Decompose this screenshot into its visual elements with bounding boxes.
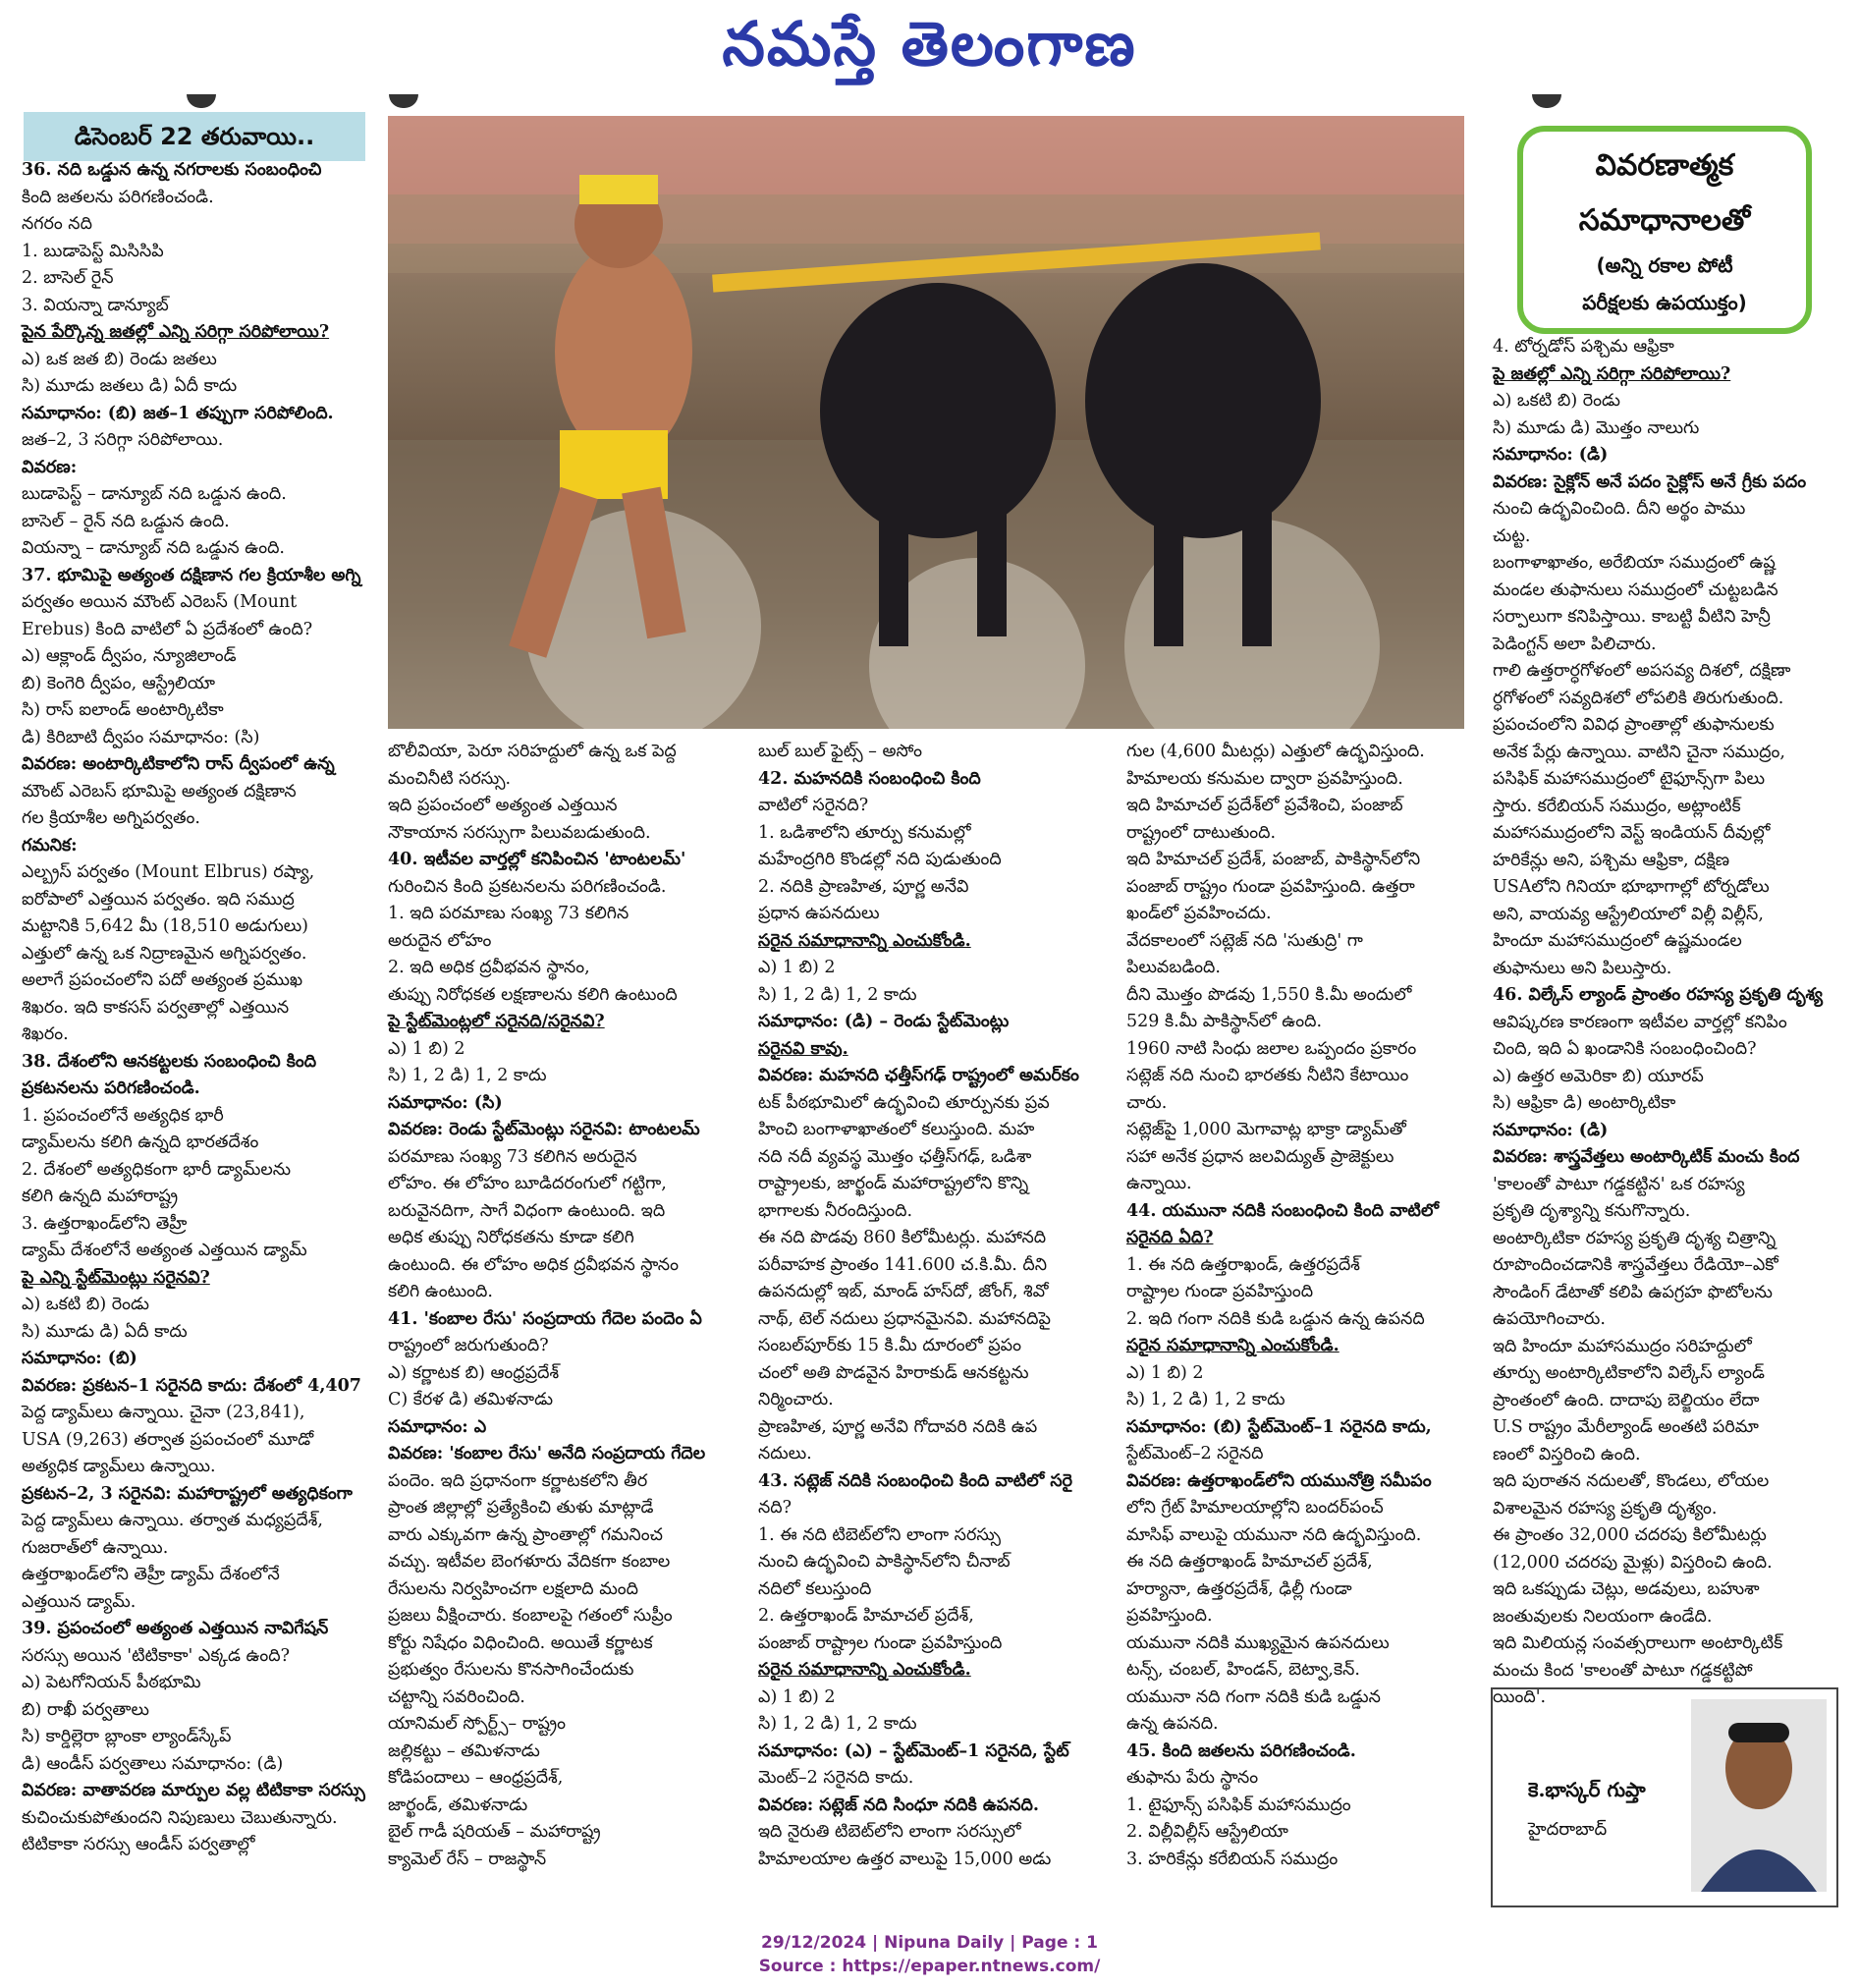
text-line: మాసిఫ్ వాలుపై యమునా నది ఉద్భవిస్తుంది.	[1126, 1524, 1422, 1545]
decor-tab	[1532, 94, 1561, 108]
text-line: చట్టాన్ని సవరించింది.	[388, 1686, 525, 1707]
column-5	[1493, 334, 1841, 1712]
text-line: వివరణ: ప్రకటన–1 సరైనది కాదు: దేశంలో 4,407	[22, 1375, 361, 1396]
text-line: 1. ఇది పరమాణు సంఖ్య 73 కలిగిన	[388, 904, 629, 923]
text-line: రాష్ట్రంలో జరుగుతుంది?	[388, 1336, 549, 1355]
text-line: పర్వతం అయిన మౌంట్ ఎరెబస్ (Mount	[22, 592, 298, 612]
text-line: ప్రాంతంలో ఉంది. దాదాపు బెల్జియం లేదా	[1493, 1390, 1760, 1410]
text-line: హరికేన్లు అని, పశ్చిమ ఆఫ్రికా, దక్షిణ	[1493, 850, 1730, 870]
text-line: జార్ఖండ్, తమిళనాడు	[388, 1795, 528, 1815]
text-line: హిమాలయ కనుమల ద్వారా ప్రవహిస్తుంది.	[1126, 768, 1403, 789]
text-line: భాగాలకు నీరందిస్తుంది.	[758, 1200, 913, 1221]
text-line: పై స్టేట్‌మెంట్లలో సరైనది/సరైనవి?	[388, 1012, 605, 1031]
text-line: సమాధానం: (డి) – రెండు స్టేట్‌మెంట్లు	[758, 1012, 1010, 1031]
text-line: రాష్ట్రాల గుండా ప్రవహిస్తుంది	[1126, 1282, 1314, 1301]
text-line: ఉన్నాయి.	[1126, 1174, 1192, 1193]
text-line: ఎ) 1 బి) 2	[758, 1686, 836, 1707]
text-line: నాథ్, టెల్ నదులు ప్రధానమైనవి. మహానదిపై	[758, 1308, 1051, 1329]
text-line: గాలి ఉత్తరార్ధగోళంలో అపసవ్య దిశలో, దక్షిణా	[1493, 661, 1791, 681]
text-line: పైన పేర్కొన్న జతల్లో ఎన్ని సరిగ్గా సరిపోలాయి?	[22, 322, 330, 342]
text-line: ఎ) ఉత్తర అమెరికా బి) యూరప్	[1493, 1066, 1704, 1086]
text-line: ఇది హిందూ మహాసముద్రం సరిహద్దులో	[1493, 1336, 1752, 1356]
text-line: సంబల్‌పూర్‌కు 15 కి.మీ దూరంలో ప్రపం	[758, 1336, 1021, 1355]
text-line: ఖండ్‌లో ప్రవహించదు.	[1126, 904, 1272, 923]
text-line: 529 కి.మీ పాకిస్థాన్‌లో ఉంది.	[1126, 1012, 1323, 1031]
text-line: సరైనవి కావు.	[758, 1038, 848, 1059]
text-line: ఎ) 1 బి) 2	[388, 1038, 465, 1059]
text-line: మంచినీటి సరస్సు.	[388, 768, 512, 789]
text-line: పెద్ద డ్యామ్‌లు ఉన్నాయి. చైనా (23,841),	[22, 1403, 305, 1422]
text-line: పరమాణు సంఖ్య 73 కలిగిన అరుదైన	[388, 1146, 637, 1167]
text-line: విశాలమైన రహస్య ప్రకృతి దృశ్యం.	[1493, 1498, 1718, 1519]
text-line: 37. భూమిపై అత్యంత దక్షిణాన గల క్రియాశీల అగ్ని	[22, 565, 361, 585]
text-line: 2. ఇది గంగా నదికి కుడి ఒడ్డున ఉన్న ఉపనది	[1126, 1308, 1425, 1329]
text-line: C) కేరళ డి) తమిళనాడు	[388, 1390, 554, 1409]
text-line: 1. ఈ నది టిబెట్‌లోని లాంగా సరస్సు	[758, 1524, 1002, 1545]
text-line: అనేక పేర్లు ఉన్నాయి. వాటిని చైనా సముద్రం,	[1493, 742, 1785, 762]
series-title-box	[1517, 126, 1812, 334]
text-line: బైల్ గాడీ షరియత్ – మహారాష్ట్ర	[388, 1822, 601, 1842]
text-line: 39. ప్రపంచంలో అత్యంత ఎత్తయిన నావిగేషన్	[22, 1619, 329, 1638]
text-line: 41. 'కంబాల రేసు' సంప్రదాయ గేదెల పందెం ఏ	[388, 1308, 702, 1329]
text-line: సమాధానం: (డి)	[1493, 445, 1609, 465]
text-line: 1. ఈ నది ఉత్తరాఖండ్, ఉత్తరప్రదేశ్	[1126, 1254, 1360, 1275]
text-line: సి) 1, 2 డి) 1, 2 కాదు	[1126, 1390, 1285, 1409]
text-line: సి) ఆఫ్రికా డి) అంటార్కిటికా	[1493, 1093, 1676, 1113]
text-line: మట్టానికి 5,642 మీ (18,510 అడుగులు)	[22, 916, 308, 936]
masthead: నమస్తే తెలంగాణ	[722, 8, 1137, 80]
text-line: డి) ఆండీస్ పర్వతాలు సమాధానం: (డి)	[22, 1753, 284, 1774]
text-line: 2. నదికి ప్రాణహిత, పూర్ణ అనేవి	[758, 876, 969, 897]
text-line: 3. వియన్నా డాన్యూబ్	[22, 295, 169, 315]
text-line: వియన్నా – డాన్యూబ్ నది ఒడ్డున ఉంది.	[22, 538, 285, 558]
text-line: సమాధానం: (సి)	[388, 1092, 503, 1113]
text-line: ఎ) ఒక జత బి) రెండు జతలు	[22, 349, 217, 369]
text-line: సి) మూడు డి) మొత్తం నాలుగు	[1493, 417, 1700, 438]
text-line: ఇది ప్రపంచంలో అత్యంత ఎత్తయిన	[388, 796, 618, 815]
text-line: ప్రధాన ఉపనదులు	[758, 904, 880, 923]
text-line: ఈ నది పొడవు 860 కిలోమీటర్లు. మహానది	[758, 1228, 1047, 1247]
text-line: వివరణ: సైక్లోన్ అనే పదం సైక్లోస్ అనే గ్రీకు పదం	[1493, 471, 1807, 492]
text-line: ఐరోపాలో ఎత్తయిన పర్వతం. ఇది సముద్ర	[22, 889, 295, 910]
text-line: అత్యధిక డ్యామ్‌లు ఉన్నాయి.	[22, 1457, 216, 1476]
text-line: స్తారు. కరేబియన్ సముద్రం, అట్లాంటిక్	[1493, 796, 1741, 816]
text-line: ఎ) 1 బి) 2	[758, 958, 836, 977]
text-line: హిందూ మహాసముద్రంలో ఉష్ణమండల	[1493, 931, 1742, 951]
text-line: ప్రపంచంలోని వివిధ ప్రాంతాల్లో తుఫానులకు	[1493, 715, 1775, 735]
text-line: ప్రకటనలను పరిగణించండి.	[22, 1078, 200, 1098]
text-line: ప్రాంత జిల్లాల్లో ప్రత్యేకించి తుళు మాట్లాడే	[388, 1498, 654, 1518]
text-line: వాటిలో సరైనది?	[758, 796, 869, 815]
text-line: హించి బంగాళాఖాతంలో కలుస్తుంది. మహ	[758, 1120, 1035, 1139]
text-line: సమాధానం: (బి) స్టేట్‌మెంట్–1 సరైనది కాదు,	[1126, 1416, 1432, 1437]
text-line: ప్రభుత్వం రేసులను కొనసాగించేందుకు	[388, 1660, 634, 1680]
text-line: పెడింగ్టన్ అలా పిలిచారు.	[1493, 634, 1657, 654]
text-line: ప్రకృతి దృశ్యాన్ని కనుగొన్నారు.	[1493, 1201, 1691, 1221]
text-line: బుడాపెస్ట్ – డాన్యూబ్ నది ఒడ్డున ఉంది.	[22, 484, 287, 504]
text-line: ఎ) ఒకటి బి) రెండు	[22, 1295, 149, 1314]
text-line: 43. సట్లెజ్ నదికి సంబంధించి కింది వాటిలో సరై	[758, 1470, 1073, 1491]
text-line: 44. యమునా నదికి సంబంధించి కింది వాటిలో	[1126, 1200, 1439, 1221]
text-line: కలిగి ఉన్నది మహారాష్ట్ర	[22, 1187, 179, 1206]
text-line: మౌంట్ ఎరెబస్ భూమిపై అత్యంత దక్షిణాన	[22, 781, 297, 801]
text-line: ప్రాణహిత, పూర్ణ అనేవి గోదావరి నదికి ఉప	[758, 1416, 1038, 1437]
text-line: ఎత్తయిన డ్యామ్.	[22, 1591, 137, 1612]
text-line: రూపొందించడానికి శాస్త్రవేత్తలు రేడియో–ఎకో	[1493, 1255, 1778, 1275]
text-line: వివరణ: సట్లెజ్ నది సింధూ నదికి ఉపనది.	[758, 1795, 1039, 1815]
text-line: Erebus) కింది వాటిలో ఏ ప్రదేశంలో ఉంది?	[22, 619, 313, 639]
text-line: 2. బాసెల్ రైన్	[22, 268, 114, 288]
text-line: సరైన సమాధానాన్ని ఎంచుకోండి.	[758, 1660, 971, 1680]
title-line-2: సమాధానాలతో	[1578, 203, 1751, 238]
text-line: ఆవిష్కరణ కారణంగా ఇటీవల వార్తల్లో కనిపిం	[1493, 1012, 1787, 1032]
text-line: నిర్మించారు.	[758, 1390, 834, 1409]
text-line: బి) రాఖీ పర్వతాలు	[22, 1699, 149, 1720]
text-line: అంటార్కిటికా రహస్య ప్రకృతి దృశ్య చిత్రాన్ని	[1493, 1228, 1777, 1248]
text-line: మహేంద్రగిరి కొండల్లో నది పుడుతుంది	[758, 850, 1002, 869]
text-line: పై జతల్లో ఎన్ని సరిగ్గా సరిపోలాయి?	[1493, 363, 1731, 384]
text-line: డి) కిరిబాటి ద్వీపం సమాధానం: (సి)	[22, 727, 260, 747]
text-line: ప్రజలు వీక్షించారు. కంబాలపై గతంలో సుప్రీం	[388, 1606, 673, 1626]
text-line: సమాధానం: (ఎ) – స్టేట్‌మెంట్–1 సరైనది, స్టేట్	[758, 1740, 1069, 1761]
title-line-4: పరీక్షలకు ఉపయుక్తం)	[1582, 291, 1747, 314]
text-line: పై ఎన్ని స్టేట్‌మెంట్లు సరైనవి?	[22, 1267, 210, 1288]
text-line: 36. నది ఒడ్డున ఉన్న నగరాలకు సంబంధించి	[22, 160, 322, 180]
text-line: అలాగే ప్రపంచంలోని పదో అత్యంత ప్రముఖ	[22, 970, 303, 990]
text-line: సి) 1, 2 డి) 1, 2 కాదు	[758, 1714, 917, 1734]
text-line: సట్లెజ్‌పై 1,000 మెగావాట్ల భాక్రా డ్యామ్‌తో	[1126, 1120, 1406, 1139]
kambala-race-photo	[388, 116, 1464, 729]
author-box	[1491, 1687, 1838, 1907]
text-line: వివరణ: 'కంబాల రేసు' అనేది సంప్రదాయ గేదెల	[388, 1444, 706, 1463]
text-line: 2. ఇది అధిక ద్రవీభవన స్థానం,	[388, 958, 590, 977]
text-line: సమాధానం: (డి)	[1493, 1120, 1609, 1140]
text-line: వివరణ: అంటార్కిటికాలోని రాస్ ద్వీపంలో ఉన్న	[22, 754, 335, 774]
text-line: శిఖరం.	[22, 1024, 69, 1044]
text-line: యానిమల్ స్పోర్ట్స్– రాష్ట్రం	[388, 1714, 566, 1734]
page-footer	[0, 1931, 1859, 1978]
text-line: నౌకాయాన సరస్సుగా పిలువబడుతుంది.	[388, 822, 651, 843]
decor-tab	[389, 94, 418, 108]
text-line: యమునా నది గంగా నదికి కుడి ఒడ్డున	[1126, 1686, 1381, 1707]
text-line: నుంచి ఉద్భవించి పాకిస్థాన్‌లోని చీనాబ్	[758, 1552, 1011, 1572]
text-line: ఎత్తులో ఉన్న ఒక నిద్రాణమైన అగ్నిపర్వతం.	[22, 943, 307, 964]
text-line: సర్పాలుగా కనిపిస్తాయి. కాబట్టి వీటిని హెన్రీ	[1493, 607, 1771, 627]
text-line: శిఖరం. ఇది కాకసస్ పర్వతాల్లో ఎత్తయిన	[22, 997, 290, 1018]
text-line: ఈ నది ఉత్తరాఖండ్ హిమాచల్ ప్రదేశ్,	[1126, 1552, 1373, 1572]
text-line: కోడిపందాలు – ఆంధ్రప్రదేశ్,	[388, 1768, 564, 1788]
text-line: చుట్ట.	[1493, 525, 1531, 546]
text-line: ర్ధగోళంలో సవ్యదిశలో లోపలికి తిరుగుతుంది.	[1493, 688, 1784, 708]
text-line: ఇది పురాతన నదులతో, కొండలు, లోయల	[1493, 1471, 1770, 1491]
column-4	[1126, 739, 1478, 1873]
text-line: చంలో అతి పొడవైన హిరాకుడ్ ఆనకట్టను	[758, 1362, 1029, 1383]
text-line: 45. కింది జతలను పరిగణించండి.	[1126, 1740, 1356, 1761]
text-line: టక్ పీఠభూమిలో ఉద్భవించి తూర్పునకు ప్రవ	[758, 1092, 1050, 1113]
text-line: నదులు.	[758, 1444, 812, 1463]
title-line-3: (అన్ని రకాల పోటీ	[1596, 253, 1733, 277]
text-line: ఎల్బ్రస్ పర్వతం (Mount Elbrus) రష్యా,	[22, 862, 315, 882]
text-line: 'కాలంతో పాటూ గడ్డకట్టిన' ఒక రహస్య	[1493, 1174, 1745, 1194]
text-line: నది?	[758, 1498, 793, 1518]
text-line: 2. దేశంలో అత్యధికంగా భారీ డ్యామ్‌లను	[22, 1159, 292, 1180]
text-line: సమాధానం: ఎ	[388, 1416, 487, 1437]
text-line: తూర్పు అంటార్కిటికాలోని విల్కేస్ ల్యాండ్	[1493, 1363, 1765, 1383]
text-line: గుజరాత్‌లో ఉన్నాయి.	[22, 1537, 169, 1558]
text-line: అని, వాయవ్య ఆస్ట్రేలియాలో విల్లీ విల్లీస్,	[1493, 904, 1764, 924]
text-line: పరీవాహక ప్రాంతం 141.600 చ.కి.మీ. దీని	[758, 1254, 1048, 1275]
text-line: కుచించుకుపోతుందని నిపుణులు చెబుతున్నారు.	[22, 1807, 338, 1828]
text-line: సి) రాస్ ఐలాండ్ అంటార్కిటికా	[22, 700, 224, 720]
text-line: ఉపయోగించారు.	[1493, 1309, 1606, 1329]
text-line: లోహం. ఈ లోహం బూడిదరంగులో గట్టిగా,	[388, 1174, 667, 1193]
text-line: మహాసముద్రంలోని వెస్ట్ ఇండియన్ దీవుల్లో	[1493, 823, 1771, 843]
text-line: జల్లికట్టు – తమిళనాడు	[388, 1740, 540, 1761]
text-line: ఉత్తరాఖండ్‌లోని తెహ్రీ డ్యామ్ దేశంలోనే	[22, 1565, 280, 1584]
text-line: USA (9,263) తర్వాత ప్రపంచంలో మూడో	[22, 1429, 314, 1450]
text-line: స్టేట్‌మెంట్–2 సరైనది	[1126, 1444, 1264, 1463]
text-line: గమనిక:	[22, 835, 78, 856]
text-line: జత–2, 3 సరిగ్గా సరిపోలాయి.	[22, 430, 224, 450]
text-line: ఇది హిమాచల్ ప్రదేశ్‌లో ప్రవేశించి, పంజాబ్	[1126, 796, 1403, 815]
text-line: 1960 నాటి సింధు జలాల ఒప్పందం ప్రకారం	[1126, 1038, 1417, 1059]
author-city: హైదరాబాద్	[1528, 1819, 1608, 1840]
text-line: నదిలో కలుస్తుంది	[758, 1578, 872, 1599]
text-line: ఉపనదుల్లో ఇబ్, మాండ్ హస్‌దో, జోంగ్, శివో	[758, 1282, 1049, 1301]
text-line: హిమాలయాల ఉత్తర వాలుపై 15,000 అడు	[758, 1849, 1052, 1869]
text-line: సమాధానం: (బి)	[22, 1349, 137, 1368]
text-line: పెద్ద డ్యామ్‌లు ఉన్నాయి. తర్వాత మధ్యప్రదేశ్,	[22, 1511, 323, 1530]
text-line: USAలోని గినియా భూభాగాల్లో టోర్నడోలు	[1493, 877, 1770, 897]
text-line: లోని గ్రేట్ హిమాలయాల్లోని బందర్‌పంచ్	[1126, 1498, 1384, 1518]
text-line: బంగాళాఖాతం, అరేబియా సముద్రంలో ఉష్ణ	[1493, 553, 1776, 573]
text-line: 1. ఒడిశాలోని తూర్పు కనుమల్లో	[758, 822, 971, 843]
text-line: 2. విల్లీవిల్లీస్ ఆస్ట్రేలియా	[1126, 1822, 1288, 1842]
text-line: వచ్చు. ఇటీవల బెంగళూరు వేదికగా కంబాల	[388, 1552, 671, 1572]
text-line: 3. హరికేన్లు కరేబియన్ సముద్రం	[1126, 1849, 1339, 1869]
text-line: బి) కెంగెరి ద్వీపం, ఆస్ట్రేలియా	[22, 673, 216, 693]
text-line: సరైన సమాధానాన్ని ఎంచుకోండి.	[758, 930, 971, 951]
title-line-1: వివరణాత్మక	[1595, 148, 1734, 183]
text-line: సరైనది ఏది?	[1126, 1228, 1214, 1247]
text-line: హర్యానా, ఉత్తరప్రదేశ్, ఢిల్లీ గుండా	[1126, 1578, 1352, 1599]
text-line: నుంచి ఉద్భవించింది. దీని అర్థం పాము	[1493, 499, 1746, 519]
text-line: ఇది ఒకప్పుడు చెట్లు, అడవులు, బహుశా	[1493, 1579, 1760, 1599]
text-line: సమాధానం: (బి) జత–1 తప్పుగా సరిపోలింది.	[22, 403, 334, 423]
text-line: 38. దేశంలోని ఆనకట్టలకు సంబంధించి కింది	[22, 1051, 317, 1072]
text-line: 1. బుడాపెస్ట్ మిసిసిపి	[22, 241, 164, 261]
text-line: రేసులను నిర్వహించగా లక్షలాది మంది	[388, 1578, 638, 1599]
text-line: 3. ఉత్తరాఖండ్‌లోని తెహ్రీ	[22, 1213, 188, 1234]
text-line: 2. ఉత్తరాఖండ్ హిమాచల్ ప్రదేశ్,	[758, 1606, 974, 1626]
text-line: వివరణ:	[22, 457, 78, 477]
text-line: వివరణ: శాస్త్రవేత్తలు అంటార్కిటిక్ మంచు కింద	[1493, 1147, 1800, 1167]
text-line: బాసెల్ – రైన్ నది ఒడ్డున ఉంది.	[22, 511, 230, 531]
text-line: సి) మూడు డి) ఏదీ కాదు	[22, 1321, 188, 1342]
text-line: ఎ) ఆక్లాండ్ ద్వీపం, న్యూజిలాండ్	[22, 646, 237, 666]
text-line: తుఫానులు అని పిలుస్తారు.	[1493, 958, 1672, 978]
text-line: ఇది నైరుతి టిబెట్‌లోని లాంగా సరస్సులో	[758, 1822, 1021, 1842]
text-line: చింది, ఇది ఏ ఖండానికి సంబంధించింది?	[1493, 1039, 1757, 1059]
text-line: డ్యామ్‌లను కలిగి ఉన్నది భారతదేశం	[22, 1132, 259, 1152]
text-line: మండల తుఫానులు సముద్రంలో చుట్టబడిన	[1493, 580, 1778, 600]
text-line: ఎ) ఒకటి బి) రెండు	[1493, 391, 1620, 411]
text-line: జంతువులకు నిలయంగా ఉండేది.	[1493, 1606, 1713, 1627]
text-line: సి) కార్డిల్లెరా బ్లాంకా ల్యాండ్‌స్కేప్	[22, 1727, 232, 1746]
text-line: వివరణ: మహనది ఛత్తీస్‌గఢ్ రాష్ట్రంలో అమర్‌కం	[758, 1066, 1079, 1085]
text-line: 46. విల్కేస్ ల్యాండ్ ప్రాంతం రహస్య ప్రకృతి దృశ్య	[1493, 985, 1824, 1005]
text-line: అధిక తుప్పు నిరోధకతను కూడా కలిగి	[388, 1228, 634, 1247]
text-line: ఎ) 1 బి) 2	[1126, 1362, 1204, 1383]
text-line: బొలీవియా, పెరూ సరిహద్దులో ఉన్న ఒక పెద్ద	[388, 742, 677, 761]
text-line: బుల్ బుల్ ఫైట్స్ – అసోం	[758, 742, 922, 761]
text-line: వేదకాలంలో సట్లెజ్ నది 'సుతుద్రి' గా	[1126, 930, 1363, 951]
text-line: తుఫాను పేరు స్థానం	[1126, 1768, 1259, 1788]
text-line: ఎ) పెటగోనియన్ పీఠభూమి	[22, 1673, 201, 1692]
text-line: కోర్టు నిషేధం విధించింది. అయితే కర్ణాటక	[388, 1632, 653, 1653]
text-line: చారు.	[1126, 1092, 1168, 1113]
text-line: టన్స్, చంబల్, హిండన్, బెట్వా,కెన్.	[1126, 1660, 1360, 1680]
text-line: గల క్రియాశీల అగ్నిపర్వతం.	[22, 808, 200, 828]
text-line: నది నదీ వ్యవస్థ మొత్తం ఛత్తీస్‌గఢ్, ఒడిశా	[758, 1146, 1032, 1167]
text-line: టిటికాకా సరస్సు ఆండీస్ పర్వతాల్లో	[22, 1835, 255, 1854]
text-line: వారు ఎక్కువగా ఉన్న ప్రాంతాల్లో గమనించ	[388, 1524, 663, 1545]
text-line: ఇది హిమాచల్ ప్రదేశ్, పంజాబ్, పాకిస్థాన్‌లోని	[1126, 850, 1421, 869]
text-line: సహా అనేక ప్రధాన జలవిద్యుత్ ప్రాజెక్టులు	[1126, 1146, 1394, 1167]
author-name: కె.భాస్కర్ గుప్తా	[1528, 1778, 1646, 1801]
text-line: సరస్సు అయిన 'టిటికాకా' ఎక్కడ ఉంది?	[22, 1645, 291, 1666]
text-line: ణంలో విస్తరించి ఉంది.	[1493, 1444, 1641, 1464]
text-line: వివరణ: వాతావరణ మార్పుల వల్ల టిటికాకా సరస్సు	[22, 1781, 365, 1800]
column-2	[388, 739, 737, 1873]
text-line: పందెం. ఇది ప్రధానంగా కర్ణాటకలోని తీర	[388, 1470, 648, 1491]
text-line: పంజాబ్ రాష్ట్రం గుండా ప్రవహిస్తుంది. ఉత్తరా	[1126, 876, 1415, 897]
text-line: కలిగి ఉంటుంది.	[388, 1282, 493, 1301]
text-line: వివరణ: ఉత్తరాఖండ్‌లోని యమునోత్రి సమీపం	[1126, 1470, 1432, 1491]
text-line: కింది జతలను పరిగణించండి.	[22, 187, 214, 207]
text-line: ఈ ప్రాంతం 32,000 చదరపు కిలోమీటర్లు	[1493, 1525, 1767, 1545]
text-line: పిలువబడింది.	[1126, 958, 1221, 977]
text-line: తుప్పు నిరోధకత లక్షణాలను కలిగి ఉంటుంది	[388, 984, 678, 1005]
text-line: దీని మొత్తం పొడవు 1,550 కి.మీ అందులో	[1126, 984, 1412, 1005]
text-line: డ్యామ్ దేశంలోనే అత్యంత ఎత్తయిన డ్యామ్	[22, 1241, 307, 1260]
footer-date-line: 29/12/2024 | Nipuna Daily | Page : 1	[761, 1933, 1098, 1953]
text-line: వివరణ: రెండు స్టేట్‌మెంట్లు సరైనవి: టాంటలమ్	[388, 1120, 700, 1139]
text-line: 1. టైఫూన్స్ పసిఫిక్ మహాసముద్రం	[1126, 1795, 1351, 1815]
text-line: యమునా నదికి ముఖ్యమైన ఉపనదులు	[1126, 1632, 1390, 1653]
text-line: క్యామెల్ రేస్ – రాజస్థాన్	[388, 1849, 547, 1869]
text-line: సి) మూడు జతలు డి) ఏదీ కాదు	[22, 376, 238, 396]
text-line: సట్లెజ్ నది నుంచి భారతకు నీటిని కేటాయిం	[1126, 1066, 1409, 1085]
text-line: పంజాబ్ రాష్ట్రాల గుండా ప్రవహిస్తుంది	[758, 1632, 1003, 1653]
text-line: యింది'.	[1493, 1687, 1547, 1707]
text-line: పసిఫిక్ మహాసముద్రంలో టైఫూన్స్‌గా పిలు	[1493, 769, 1766, 789]
text-line: బరువైనదిగా, సాగే విధంగా ఉంటుంది. ఇది	[388, 1200, 666, 1221]
text-line: ఇది మిలియన్ల సంవత్సరాలుగా అంటార్కిటిక్	[1493, 1633, 1783, 1653]
footer-source-line: Source : https://epaper.ntnews.com/	[758, 1957, 1101, 1976]
text-line: 4. టోర్నడోస్ పశ్చిమ ఆఫ్రికా	[1493, 337, 1674, 357]
section-banner: డిసెంబర్ 22 తరువాయి..	[24, 112, 365, 161]
text-line: అరుదైన లోహం	[388, 930, 492, 951]
column-3	[758, 739, 1107, 1873]
text-line: (12,000 చదరపు మైళ్లు) విస్తరించి ఉంది.	[1493, 1552, 1773, 1573]
column-1	[22, 157, 365, 1859]
text-line: U.S రాష్ట్రం మేరీల్యాండ్ అంతటి పరిమా	[1493, 1417, 1759, 1437]
text-line: రాష్ట్రాలకు, జార్ఖండ్ మహారాష్ట్రలోని కొన్ని	[758, 1174, 1029, 1193]
text-line: నగరం నది	[22, 214, 92, 234]
text-line: ఎ) కర్ణాటక బి) ఆంధ్రప్రదేశ్	[388, 1362, 560, 1383]
text-line: సి) 1, 2 డి) 1, 2 కాదు	[388, 1066, 547, 1085]
text-line: ఉంటుంది. ఈ లోహం అధిక ద్రవీభవన స్థానం	[388, 1254, 679, 1275]
text-line: రాష్ట్రంలో దాటుతుంది.	[1126, 822, 1277, 843]
text-line: మెంట్–2 సరైనది కాదు.	[758, 1768, 914, 1788]
author-photo	[1691, 1699, 1827, 1892]
text-line: మంచు కింద 'కాలంతో పాటూ గడ్డకట్టిపో	[1493, 1660, 1753, 1681]
text-line: ఉన్న ఉపనది.	[1126, 1714, 1219, 1734]
text-line: గురించిన కింది ప్రకటనలను పరిగణించండి.	[388, 876, 667, 897]
text-line: సరైన సమాధానాన్ని ఎంచుకోండి.	[1126, 1336, 1340, 1355]
text-line: సి) 1, 2 డి) 1, 2 కాదు	[758, 984, 917, 1005]
text-line: 42. మహనదికి సంబంధించి కింది	[758, 768, 981, 789]
text-line: 40. ఇటీవల వార్తల్లో కనిపించిన 'టాంటలమ్'	[388, 850, 686, 869]
text-line: ప్రవహిస్తుంది.	[1126, 1606, 1213, 1626]
text-line: ప్రకటన–2, 3 సరైనవి: మహారాష్ట్రలో అత్యధికంగా	[22, 1483, 353, 1504]
text-line: 1. ప్రపంచంలోనే అత్యధిక భారీ	[22, 1105, 224, 1126]
text-line: సౌండింగ్ డేటాతో కలిపి ఉపగ్రహ ఫొటోలను	[1493, 1282, 1773, 1302]
text-line: గుల (4,600 మీటర్లు) ఎత్తులో ఉద్భవిస్తుంది.	[1126, 742, 1425, 761]
decor-tab	[187, 94, 216, 108]
